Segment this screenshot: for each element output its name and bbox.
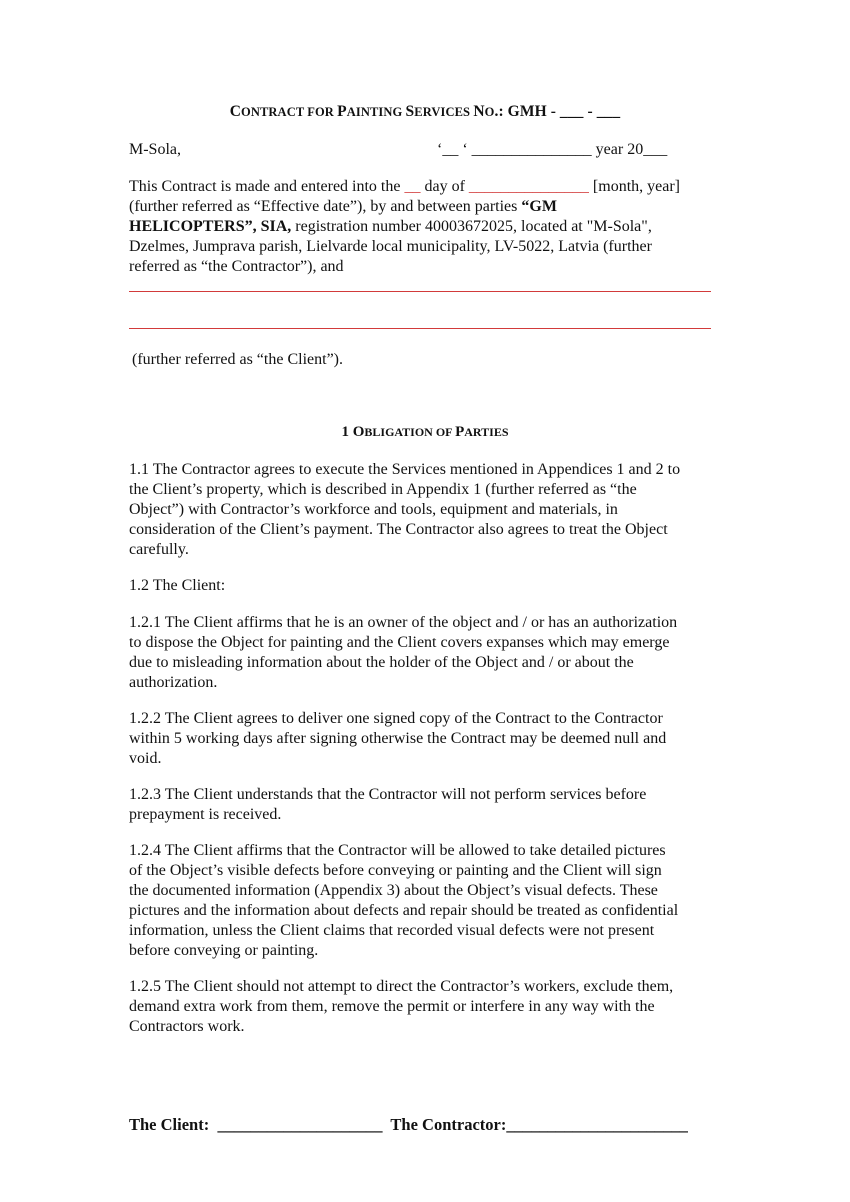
clause-1-2-2 (129, 709, 729, 769)
clause-line: void. (129, 750, 162, 767)
intro-line-3 (129, 217, 729, 237)
clause-line: information, unless the Client claims that recorded visual defects were not present (129, 922, 655, 939)
clause-line: consideration of the Client’s payment. The Contractor also agrees to treat the Object (129, 521, 668, 538)
heading-part: ARTIES (464, 425, 509, 439)
client-reference: (further referred as “the Client”). (132, 351, 343, 368)
clause-line: the documented information (Appendix 3) about the Object’s visual defects. These (129, 882, 658, 899)
heading-part: P (455, 424, 465, 440)
clause-line: prepayment is received. (129, 806, 282, 823)
day-blank: __ (404, 178, 421, 195)
clause-1-2-1 (129, 613, 729, 693)
clause-line: 1.2.1 The Client affirms that he is an owner of the object and / or has an authorization (129, 614, 678, 631)
client-name-line (129, 291, 711, 292)
clause-1-1 (129, 460, 729, 560)
intro-text: (further referred as “Effective date”), by and between parties (129, 198, 522, 215)
contract-number: .: GMH - ___ - ___ (494, 103, 621, 120)
title-part: AINTING (346, 105, 406, 119)
clause-line: due to misleading information about the holder of the Object and / or about the (129, 654, 634, 671)
clause-line: Contractors work. (129, 1018, 245, 1035)
title-part: N (473, 103, 485, 120)
clause-line: of the Object’s visible defects before conveying or painting and the Client will sign (129, 862, 662, 879)
clause-line: carefully. (129, 541, 189, 558)
clause-1-2-4 (129, 841, 729, 961)
party-name: “GM (521, 198, 557, 215)
intro-text: [month, year] (588, 178, 680, 195)
intro-text: This Contract is made and entered into the (129, 178, 405, 195)
clause-line: demand extra work from them, remove the permit or interfere in any way with the (129, 998, 655, 1015)
section-heading (0, 424, 850, 441)
heading-part: BLIGATION OF (364, 425, 456, 439)
intro-line-4: Dzelmes, Jumprava parish, Lielvarde local municipality, LV-5022, Latvia (further (129, 238, 652, 255)
clause-line: 1.2.4 The Client affirms that the Contractor will be allowed to take detailed pictures (129, 842, 666, 859)
party-name: HELICOPTERS”, SIA, (129, 218, 292, 235)
clause-line: Object”) with Contractor’s workforce and tools, equipment and materials, in (129, 501, 618, 518)
intro-text: registration number 40003672025, located at "M-Sola", (291, 218, 652, 235)
intro-line-1 (129, 177, 729, 197)
section-number: 1 (341, 424, 353, 440)
clause-line: within 5 working days after signing otherwise the Contract may be deemed null and (129, 730, 667, 747)
contract-place: M-Sola, (129, 141, 181, 158)
clause-line: 1.2.2 The Client agrees to deliver one signed copy of the Contract to the Contractor (129, 710, 663, 727)
intro-line-5: referred as “the Contractor”), and (129, 258, 344, 275)
title-part: ONTRACT FOR (241, 105, 338, 119)
contract-title (0, 103, 850, 121)
clause-line: to dispose the Object for painting and the Client covers expanses which may emerge (129, 634, 670, 651)
title-part: O (484, 105, 495, 119)
title-part: P (337, 103, 347, 120)
clause-1-2-5 (129, 977, 729, 1037)
clause-line: authorization. (129, 674, 218, 691)
title-part: S (405, 103, 415, 120)
clause-line: before conveying or painting. (129, 942, 319, 959)
clause-line: 1.1 The Contractor agrees to execute the Services mentioned in Appendices 1 and 2 to (129, 461, 681, 478)
title-part: ERVICES (414, 105, 474, 119)
heading-part: O (352, 424, 365, 440)
intro-paragraph (129, 177, 729, 277)
clause-1-2-3 (129, 785, 729, 825)
clause-line: pictures and the information about defects and repair should be treated as confidential (129, 902, 679, 919)
clause-line: 1.2.3 The Client understands that the Contractor will not perform services before (129, 786, 647, 803)
clause-line: 1.2.5 The Client should not attempt to direct the Contractor’s workers, exclude them, (129, 978, 674, 995)
month-blank: _______________ (468, 178, 589, 195)
intro-line-2 (129, 197, 729, 217)
client-details-line (129, 328, 711, 329)
intro-text: day of (420, 178, 469, 195)
title-part: C (229, 103, 242, 120)
clause-line: the Client’s property, which is described in Appendix 1 (further referred as “the (129, 481, 637, 498)
contract-date: ‘__ ‘ _______________ year 20___ (437, 141, 668, 158)
signature-line: The Client: ____________________ The Contractor:______________________ (129, 1115, 688, 1134)
clause-1-2: 1.2 The Client: (129, 577, 226, 594)
